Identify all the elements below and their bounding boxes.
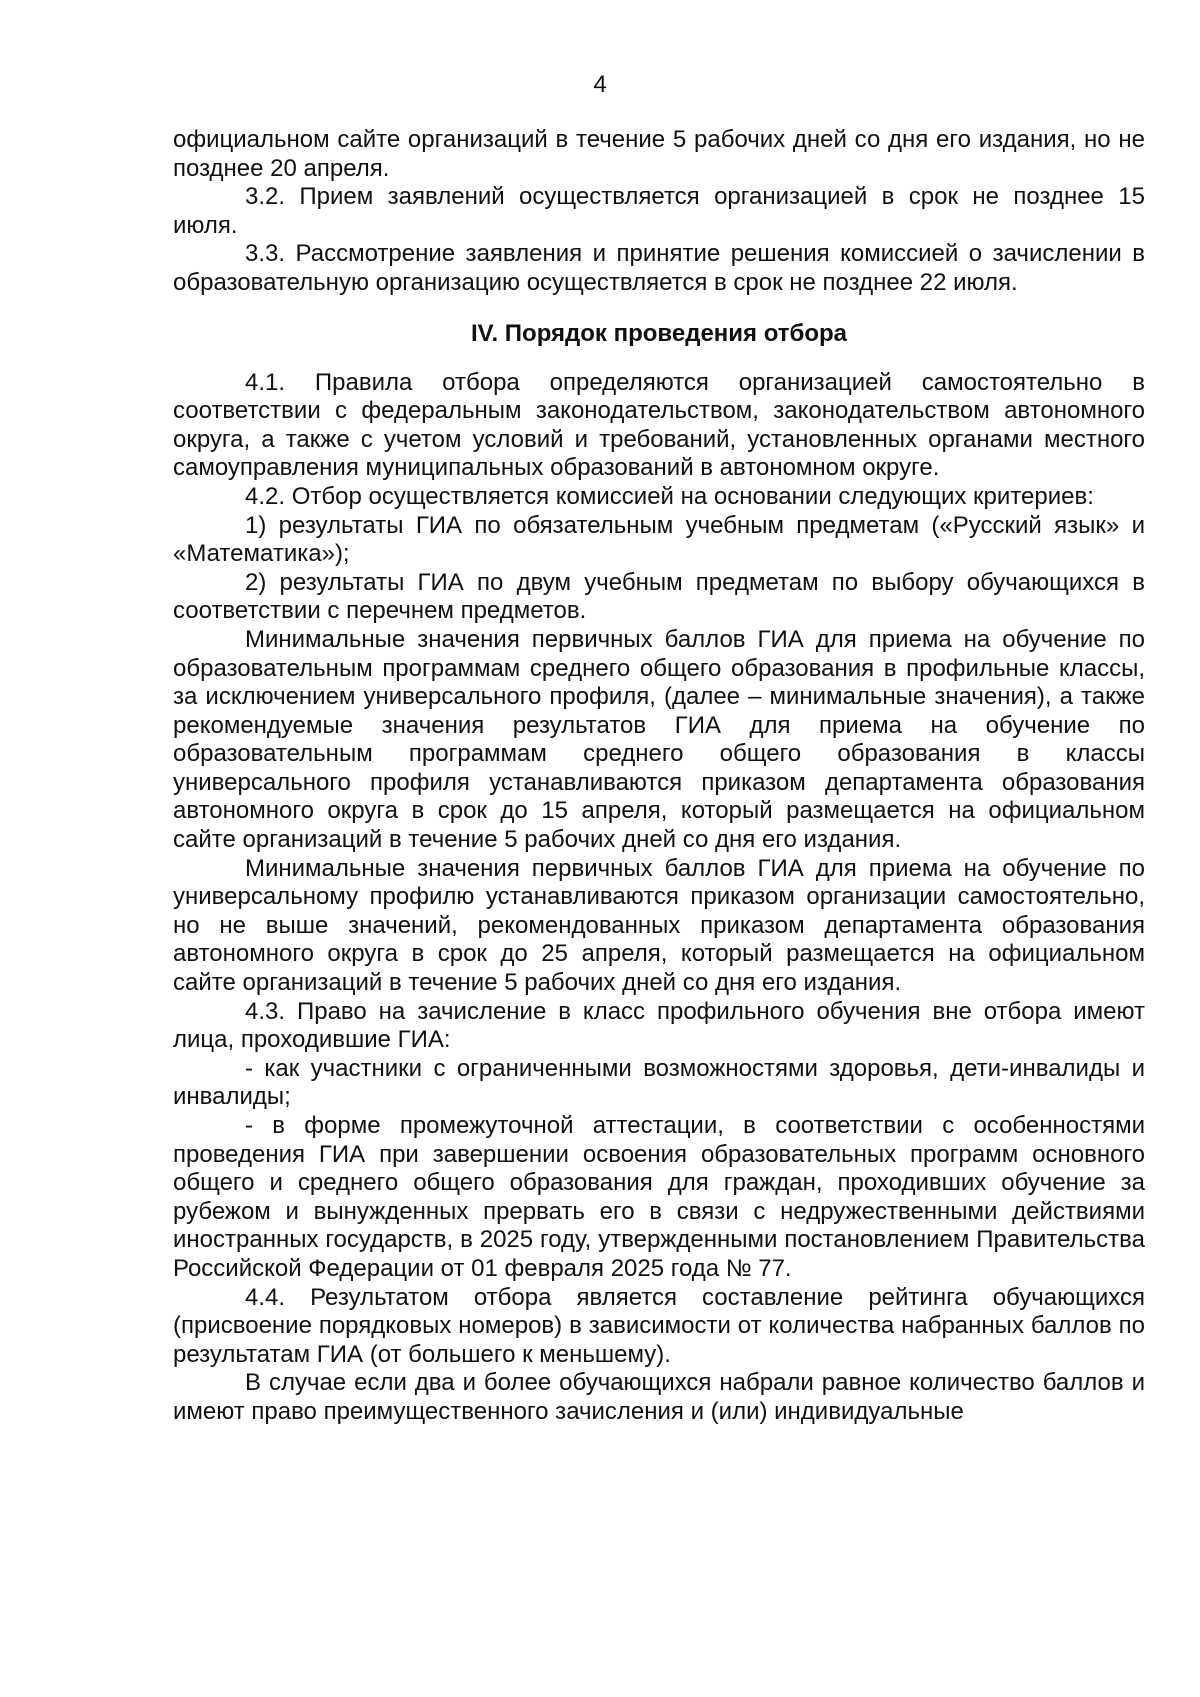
paragraph-continuation: официальном сайте организаций в течение 5 рабочих дней со дня его издания, но не позднее 20 апреля.: [173, 126, 1145, 182]
criterion-1: 1) результаты ГИА по обязательным учебным предметам («Русский язык» и «Математика»);: [173, 511, 1145, 568]
list-item-intermediate-attestation: - в форме промежуточной аттестации, в соответствии с особенностями проведения ГИА при завершении освоения образовательных программ основного общего и среднего общего образования для граждан, проходивших обучение за рубежом и вынужденных прервать его в связи с недружественными действиями иностранных государств, в 2025 году, утвержденными постановлением Правительства Российской Федерации от 01 февраля 2025 года № 77.: [173, 1112, 1145, 1282]
paragraph-4-4: 4.4. Результатом отбора является составление рейтинга обучающихся (присвоение порядковых номеров) в зависимости от количества набранных баллов по результатам ГИА (от большего к меньшему).: [173, 1283, 1145, 1368]
paragraph-4-2: 4.2. Отбор осуществляется комиссией на основании следующих критериев:: [245, 482, 1094, 510]
paragraph-3-3: 3.3. Рассмотрение заявления и принятие решения комиссией о зачислении в образовательную организацию осуществляется в срок не позднее 22 июля.: [173, 240, 1145, 296]
list-item-disabled: - как участники с ограниченными возможностями здоровья, дети-инвалиды и инвалиды;: [173, 1054, 1145, 1111]
paragraph-universal-profile: Минимальные значения первичных баллов ГИА для приема на обучение по универсальному профилю устанавливаются приказом организации самостоятельно, но не выше значений, рекомендованных приказом департамента образования автономного округа в срок до 25 апреля, который размещается на официальном сайте организаций в течение 5 рабочих дней со дня его издания.: [173, 854, 1145, 997]
criterion-2: 2) результаты ГИА по двум учебным предметам по выбору обучающихся в соответствии с перечнем предметов.: [173, 568, 1145, 625]
document-body: [173, 126, 1145, 1427]
paragraph-3-2: 3.2. Прием заявлений осуществляется организацией в срок не позднее 15 июля.: [173, 183, 1145, 239]
paragraph-4-3: 4.3. Право на зачисление в класс профильного обучения вне отбора имеют лица, проходившие ГИА:: [173, 997, 1145, 1054]
paragraph-minimum-values: Минимальные значения первичных баллов ГИА для приема на обучение по образовательным программам среднего общего образования в профильные классы, за исключением универсального профиля, (далее – минимальные значения), а также рекомендуемые значения результатов ГИА для приема на обучение по образовательным программам среднего общего образования в классы универсального профиля устанавливаются приказом департамента образования автономного округа в срок до 15 апреля, который размещается на официальном сайте организаций в течение 5 рабочих дней со дня его издания.: [173, 625, 1145, 854]
paragraph-equal-scores: В случае если два и более обучающихся набрали равное количество баллов и имеют право преимущественного зачисления и (или) индивидуальные: [173, 1369, 1145, 1425]
paragraph-4-1: 4.1. Правила отбора определяются организацией самостоятельно в соответствии с федеральным законодательством, законодательством автономного округа, а также с учетом условий и требований, установленных органами местного самоуправления муниципальных образований в автономном округе.: [173, 368, 1145, 482]
section-heading: IV. Порядок проведения отбора: [470, 319, 848, 347]
page-number: 4: [593, 71, 607, 98]
